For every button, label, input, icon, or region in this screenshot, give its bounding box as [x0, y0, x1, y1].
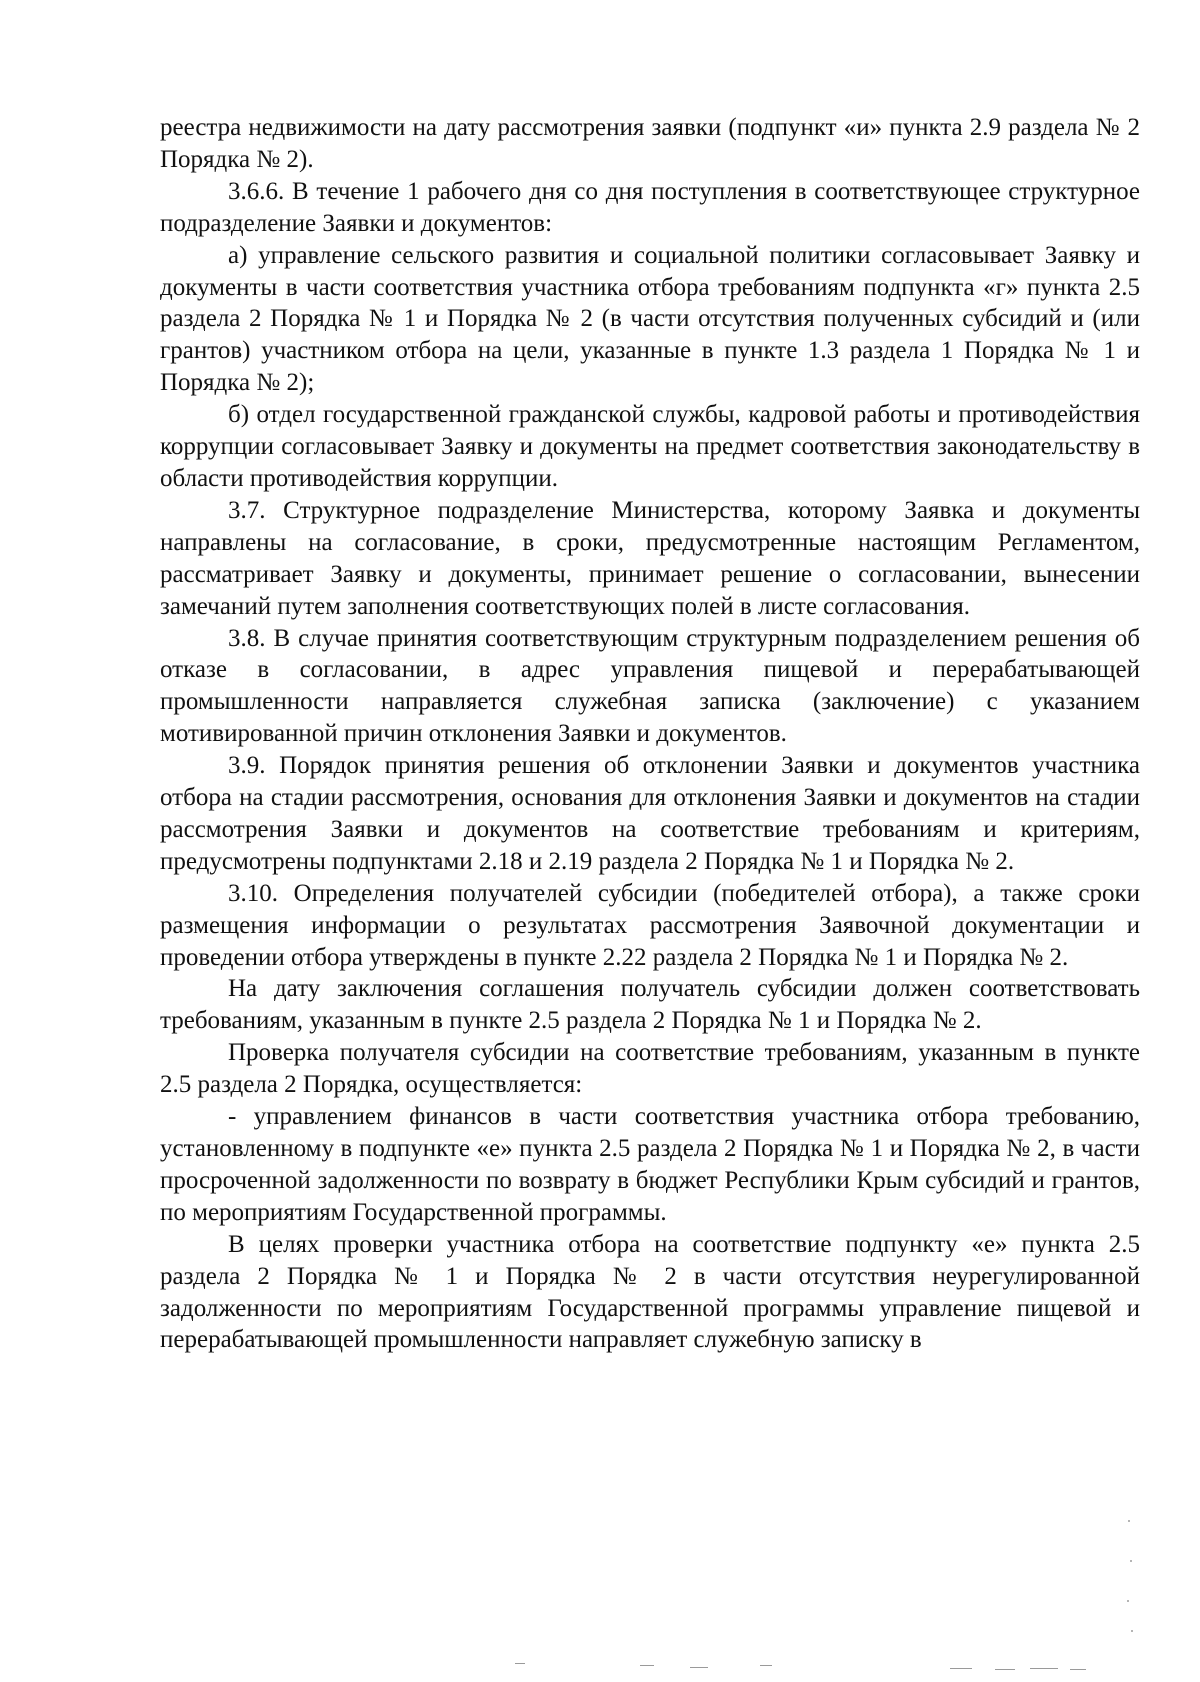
- paragraph-3-10: 3.10. Определения получателей субсидии (победителей отбора), а также сроки размещения информации о результатах рассмотрения Заявочной документации и проведении отбора утверждены в пункте 2.22 раздела 2 Порядка № 1 и Порядка № 2.: [160, 879, 1140, 971]
- document-body: [160, 112, 1140, 1356]
- paragraph-agreement-date: На дату заключения соглашения получатель субсидии должен соответствовать требованиям, указанным в пункте 2.5 раздела 2 Порядка № 1 и Порядка № 2.: [160, 975, 1140, 1035]
- paragraph-continuation: реестра недвижимости на дату рассмотрения заявки (подпункт «и» пункта 2.9 раздела № 2 Порядка № 2).: [160, 114, 1140, 173]
- paragraph-item-b: б) отдел государственной гражданской службы, кадровой работы и противодействия коррупции согласовывает Заявку и документы на предмет соответствия законодательству в области противодействия коррупции.: [160, 401, 1140, 492]
- paragraph-item-a: а) управление сельского развития и социальной политики согласовывает Заявку и документы в части соответствия участника отбора требованиям подпункта «г» пункта 2.5 раздела 2 Порядка № 1 и Порядка № 2 (в части отсутствия полученных субсидий и (или грантов) участником отбора на цели, указанные в пункте 1.3 раздела 1 Порядка № 1 и Порядка № 2);: [160, 241, 1140, 397]
- scan-artifact-dot: [1128, 1520, 1130, 1522]
- paragraph-3-8: 3.8. В случае принятия соответствующим структурным подразделением решения об отказе в согласовании, в адрес управления пищевой и перерабатывающей промышленности направляется служебная записка (заключение) с указанием мотивированной причин отклонения Заявки и документов.: [160, 624, 1140, 748]
- scan-artifact-line: [995, 1669, 1015, 1670]
- scan-artifact-line: [950, 1668, 972, 1669]
- paragraph-debt-check: В целях проверки участника отбора на соответствие подпункту «е» пункта 2.5 раздела 2 Порядка № 1 и Порядка № 2 в части отсутствия неурегулированной задолженности по мероприятиям Государственной программы управление пищевой и перерабатывающей промышленности направляет служебную записку в: [160, 1230, 1140, 1354]
- paragraph-finance-dept: - управлением финансов в части соответствия участника отбора требованию, установленному в подпункте «е» пункта 2.5 раздела 2 Порядка № 1 и Порядка № 2, в части просроченной задолженности по возврату в бюджет Республики Крым субсидий и грантов, по мероприятиям Государственной программы.: [160, 1103, 1140, 1226]
- scan-artifact-line: [1070, 1669, 1086, 1670]
- scan-artifact-dot: [1131, 1630, 1133, 1632]
- scan-artifact-line: [690, 1667, 708, 1668]
- paragraph-3-6-6: 3.6.6. В течение 1 рабочего дня со дня поступления в соответствующее структурное подразделение Заявки и документов:: [160, 177, 1140, 237]
- scan-artifact-line: [515, 1663, 525, 1664]
- scan-artifact-line: [1030, 1668, 1058, 1669]
- scan-artifact-line: [640, 1665, 654, 1666]
- scan-artifact-dot: [1130, 1560, 1132, 1562]
- scan-artifact-line: [760, 1665, 772, 1666]
- paragraph-3-9: 3.9. Порядок принятия решения об отклонении Заявки и документов участника отбора на стадии рассмотрения, основания для отклонения Заявки и документов на стадии рассмотрения Заявки и документов на соответствие требованиям и критериям, предусмотрены подпунктами 2.18 и 2.19 раздела 2 Порядка № 1 и Порядка № 2.: [160, 752, 1140, 875]
- paragraph-verification: Проверка получателя субсидии на соответствие требованиям, указанным в пункте 2.5 раздела 2 Порядка, осуществляется:: [160, 1039, 1140, 1099]
- scan-artifact-dot: [1127, 1600, 1129, 1602]
- paragraph-3-7: 3.7. Структурное подразделение Министерства, которому Заявка и документы направлены на согласование, в сроки, предусмотренные настоящим Регламентом, рассматривает Заявку и документы, принимает решение о согласовании, вынесении замечаний путем заполнения соответствующих полей в листе согласования.: [160, 496, 1140, 620]
